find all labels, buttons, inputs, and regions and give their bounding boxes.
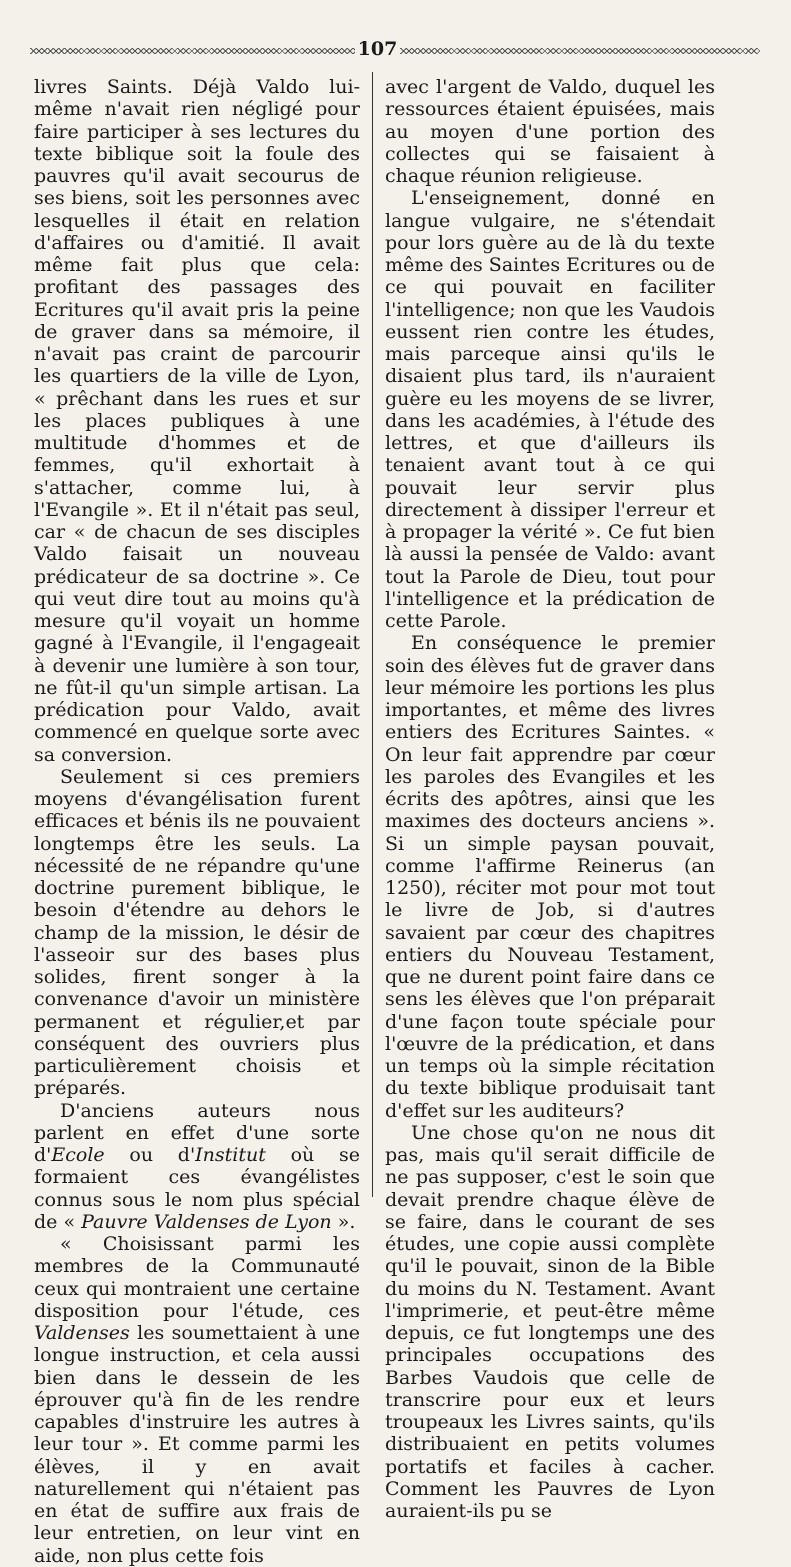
text-run: les soumettaient à une longue instruction, et cela aussi bien dans le dessein de les éprouver qu'à fin de les rendre capables d'instruire les autres à leur tour ». Et comme parmi les élèves, il y en avait naturellement qui n'étaient pas en état de suffire aux frais de leur entretien, on leur vint en aide, non plus cette fois — [34, 1322, 360, 1567]
paragraph: avec l'argent de Valdo, duquel les ressources étaient épuisées, mais au moyen d'une portion des collectes qui se faisaient à chaque réunion religieuse. — [385, 76, 715, 187]
paragraph: Seulement si ces premiers moyens d'évangélisation furent efficaces et bénis ils ne pouvaient longtemps être les seuls. La nécessité de ne répandre qu'une doctrine purement biblique, le besoin d'étendre au dehors le champ de la mission, le désir de l'asseoir sur des bases plus solides, firent songer à la convenance d'avoir un ministère permanent et régulier,et par conséquent des ouvriers plus particulièrement choisis et préparés. — [34, 765, 360, 1100]
italic-term: Ecole — [51, 1144, 105, 1166]
page-header — [30, 38, 760, 62]
italic-term: Valdenses — [34, 1322, 130, 1344]
header-ornament-left — [30, 48, 355, 54]
left-column — [34, 76, 360, 1567]
paragraph: Une chose qu'on ne nous dit pas, mais qu'il serait difficile de ne pas supposer, c'est le soin que devait prendre chaque élève de se faire, dans le courant de ses études, une copie aussi complète qu'il le pouvait, sinon de la Bible du moins du N. Testament. Avant l'imprimerie, et peut-être même depuis, ce fut longtemps une des principales occupations des Barbes Vaudois que celle de transcrire pour eux et leurs troupeaux les Livres saints, qu'ils distribuaient en petits volumes portatifs et faciles à cacher. Comment les Pauvres de Lyon auraient-ils pu se — [385, 1121, 715, 1522]
paragraph: En conséquence le premier soin des élèves fut de graver dans leur mémoire les portions les plus importantes, et même des livres entiers des Ecritures Saintes. « On leur fait apprendre par cœur les paroles des Evangiles et les écrits des apôtres, ainsi que les maximes des docteurs anciens ». Si un simple paysan pouvait, comme l'affirme Reinerus (an 1250), réciter mot pour mot tout le livre de Job, si d'autres savaient par cœur des chapitres entiers du Nouveau Testament, que ne durent point faire dans ce sens les élèves que l'on préparait d'une façon toute spéciale pour l'œuvre de la prédication, et dans un temps où la simple récitation du texte biblique produisait tant d'effet sur les auditeurs? — [385, 632, 715, 1122]
text-run: ou d' — [104, 1144, 196, 1166]
page-number: 107 — [357, 38, 398, 60]
column-divider — [372, 72, 373, 1197]
right-column — [385, 76, 715, 1522]
text-run: « Choisissant parmi les membres de la Communauté ceux qui montraient une certaine disposition pour l'étude, ces — [34, 1233, 360, 1322]
paragraph: livres Saints. Déjà Valdo lui-même n'avait rien négligé pour faire participer à ses lectures du texte biblique soit la foule des pauvres qu'il avait secourus de ses biens, soit les personnes avec lesquelles il était en relation d'affaires ou d'amitié. Il avait même fait plus que cela: profitant des passages des Ecritures qu'il avait pris la peine de graver dans sa mémoire, il n'avait pas craint de parcourir les quartiers de la ville de Lyon, « prêchant dans les rues et sur les places publiques à une multitude d'hommes et de femmes, qu'il exhortait à s'attacher, comme lui, à l'Evangile ». Et il n'était pas seul, car « de chacun de ses disciples Valdo faisait un nouveau prédicateur de sa doctrine ». Ce qui veut dire tout au moins qu'à mesure qu'il voyait un homme gagné à l'Evangile, il l'engageait à devenir une lumière à son tour, ne fût-il qu'un simple artisan. La prédication pour Valdo, avait commencé en quelque sorte avec sa conversion. — [34, 76, 360, 766]
text-run: où se formaient ces évangélistes connus sous le nom plus spécial de « — [34, 1144, 360, 1233]
italic-term: Pauvre Valdenses de Lyon — [81, 1210, 332, 1233]
paragraph: L'enseignement, donné en langue vulgaire, ne s'étendait pour lors guère au de là du texte même des Saintes Ecritures ou de ce qui pouvait en faciliter l'intelligence; non que les Vaudois eussent rien contre les études, mais parceque ainsi qu'ils le disaient plus tard, ils n'auraient guère eu les moyens de se livrer, dans les académies, à l'étude des lettres, et que d'ailleurs ils tenaient avant tout à ce qui pouvait leur servir plus directement à dissiper l'erreur et à propager la vérité ». Ce fut bien là aussi la pensée de Valdo: avant tout la Parole de Dieu, tout pour l'intelligence et la prédication de cette Parole. — [385, 187, 715, 632]
text-run: D'anciens auteurs nous parlent en effet d'une sorte d' — [34, 1099, 360, 1166]
paragraph — [34, 1233, 360, 1567]
italic-term: Institut — [195, 1144, 266, 1166]
header-ornament-right — [400, 48, 760, 54]
text-run: ». — [331, 1210, 356, 1233]
